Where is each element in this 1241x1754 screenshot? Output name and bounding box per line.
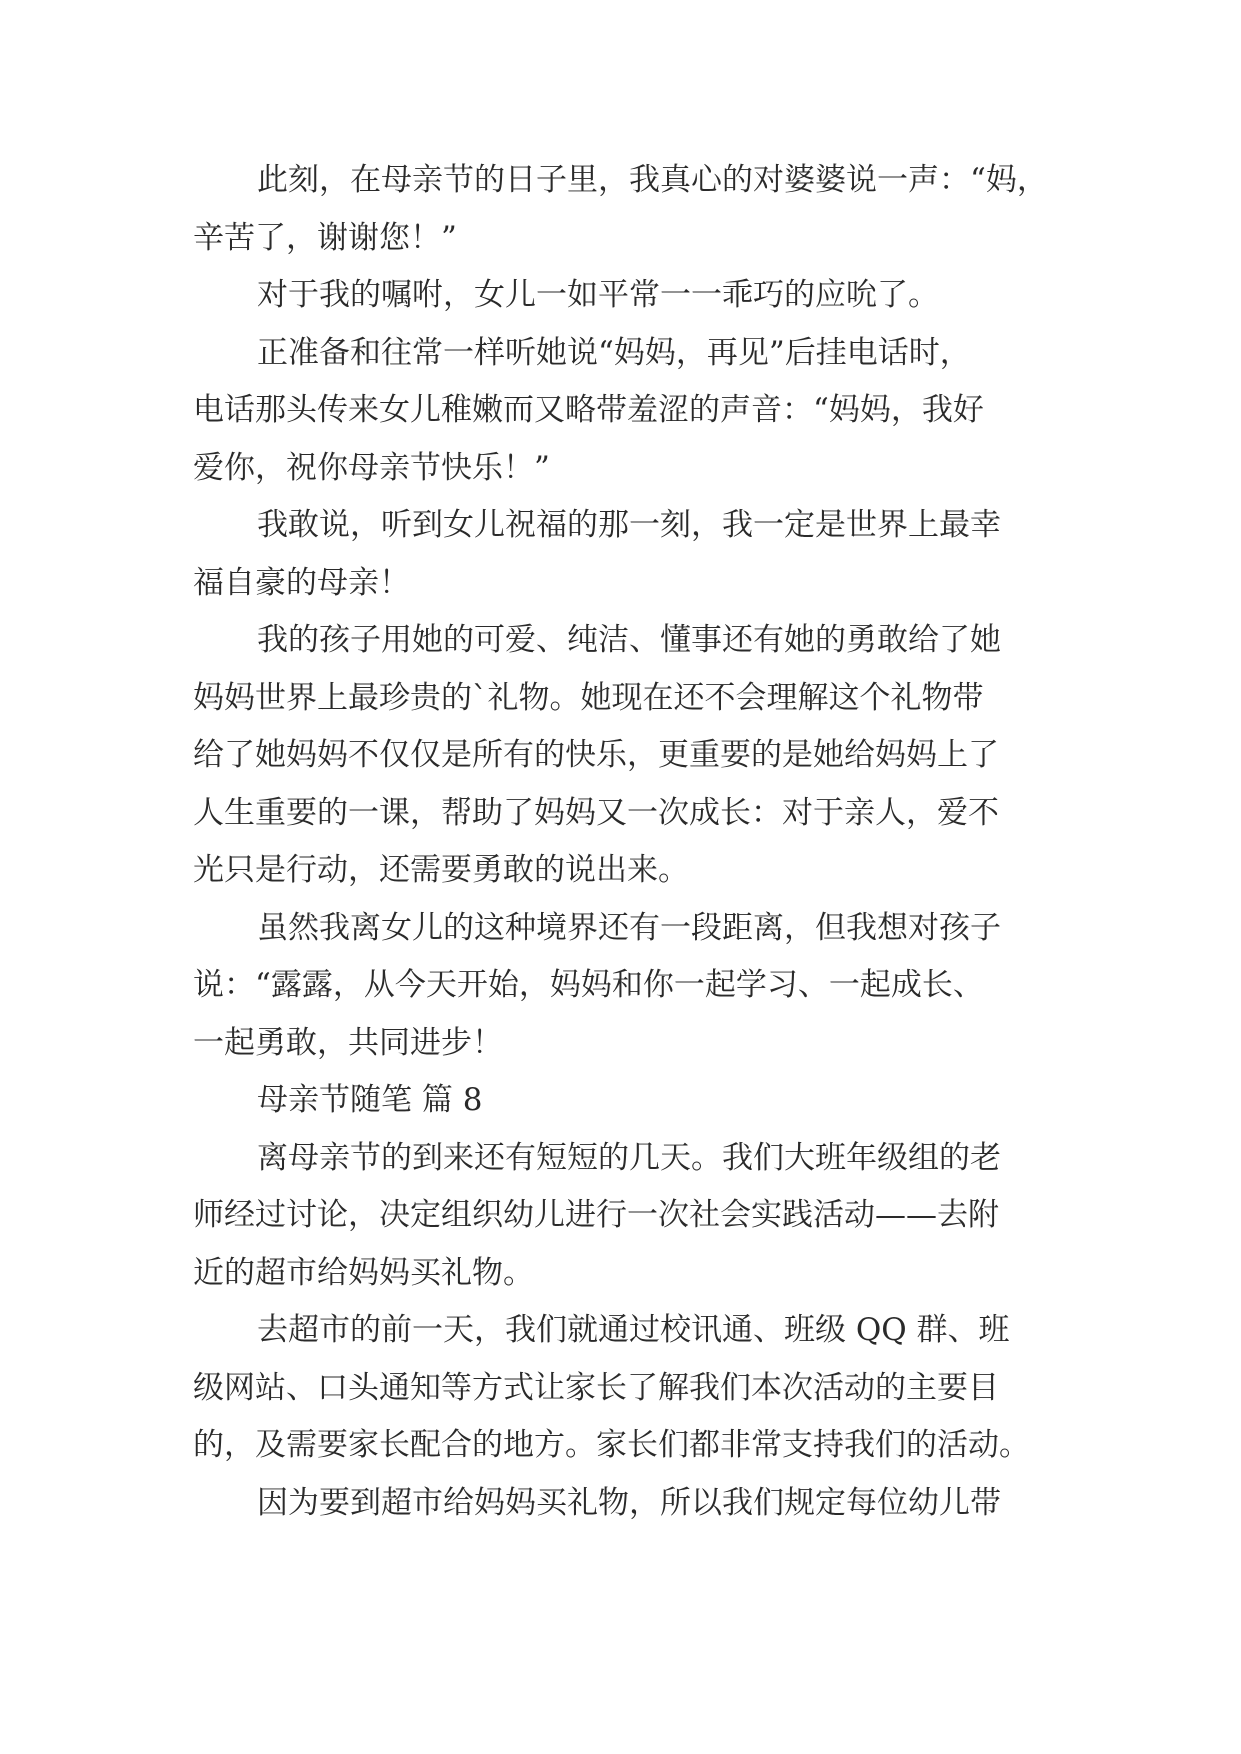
text-line: 师经过讨论，决定组织幼儿进行一次社会实践活动——去附 (193, 1197, 999, 1233)
text-line: 给了她妈妈不仅仅是所有的快乐，更重要的是她给妈妈上了 (193, 737, 999, 773)
text-line: 因为要到超市给妈妈买礼物，所以我们规定每位幼儿带 (257, 1484, 1001, 1521)
text-line: 离母亲节的到来还有短短的几天。我们大班年级组的老 (257, 1139, 1001, 1176)
text-line: 光只是行动，还需要勇敢的说出来。 (193, 852, 689, 888)
text-line: 电话那头传来女儿稚嫩而又略带羞涩的声音：“妈妈，我好 (193, 392, 984, 428)
text-line: 爱你，祝你母亲节快乐！” (193, 449, 550, 486)
text-line: 去超市的前一天，我们就通过校讯通、班级 QQ 群、班 (257, 1312, 1010, 1348)
text-line: 人生重要的一课，帮助了妈妈又一次成长：对于亲人，爱不 (193, 794, 999, 831)
text-line: 正准备和往常一样听她说“妈妈，再见”后挂电话时， (257, 334, 971, 371)
text-line: 辛苦了，谢谢您！” (193, 219, 457, 256)
text-line: 此刻，在母亲节的日子里，我真心的对婆婆说一声：“妈， (257, 162, 1048, 198)
text-line: 我的孩子用她的可爱、纯洁、懂事还有她的勇敢给了她 (257, 622, 1001, 658)
document-body (193, 152, 1053, 1532)
text-line: 妈妈世界上最珍贵的`礼物。她现在还不会理解这个礼物带 (193, 679, 984, 716)
text-line: 说：“露露，从今天开始，妈妈和你一起学习、一起成长、 (193, 967, 984, 1003)
text-line: 我敢说，听到女儿祝福的那一刻，我一定是世界上最幸 (257, 507, 1001, 543)
text-line: 对于我的嘱咐，女儿一如平常一一乖巧的应吮了。 (257, 277, 939, 313)
text-line: 一起勇敢，共同进步！ (193, 1024, 503, 1061)
text-line: 虽然我离女儿的这种境界还有一段距离，但我想对孩子 (257, 909, 1001, 946)
text-line: 近的超市给妈妈买礼物。 (193, 1254, 534, 1291)
text-line: 的，及需要家长配合的地方。家长们都非常支持我们的活动。 (193, 1427, 1030, 1463)
text-line: 福自豪的母亲！ (193, 564, 410, 601)
text-line: 级网站、口头通知等方式让家长了解我们本次活动的主要目 (193, 1369, 999, 1406)
section-heading: 母亲节随笔 篇 8 (257, 1082, 483, 1118)
